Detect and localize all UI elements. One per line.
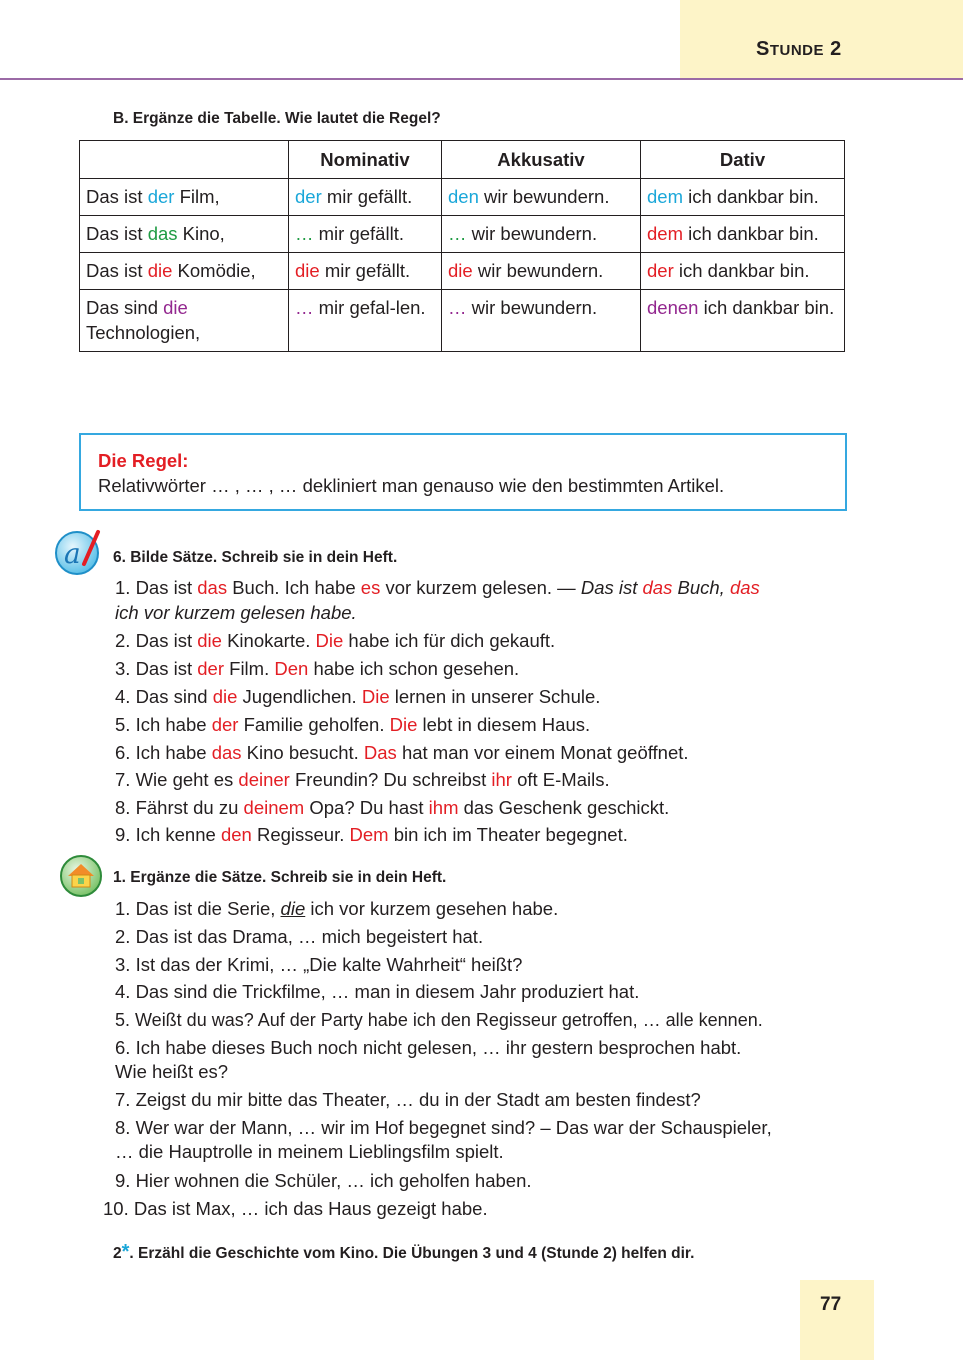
table-cell	[442, 216, 641, 253]
sentence-text: Kino besucht.	[241, 742, 364, 763]
article-highlight: denen	[647, 297, 699, 318]
writing-a-icon	[53, 528, 101, 576]
list-item	[115, 713, 590, 737]
cell-text: ich dankbar bin.	[673, 260, 810, 281]
article-highlight: der	[147, 186, 175, 207]
sentence-text: Freundin? Du schreibst	[289, 769, 492, 790]
article-highlight: dem	[647, 223, 683, 244]
blank-highlight: …	[448, 223, 467, 244]
highlight-word: das	[729, 577, 760, 598]
list-item: 7. Zeigst du mir bitte das Theater, … du in der Stadt am besten findest?	[115, 1089, 701, 1110]
list-item	[115, 897, 558, 921]
lesson-title-number: 2	[830, 38, 842, 60]
cell-text: wir bewundern.	[472, 260, 604, 281]
cell-text: Technologien,	[86, 322, 201, 343]
list-item	[115, 685, 600, 709]
article-highlight: dem	[647, 186, 683, 207]
sentence-text: 7. Wie geht es	[115, 769, 239, 790]
list-item	[115, 741, 689, 765]
cell-text: wir bewundern.	[478, 186, 610, 207]
svg-text:a: a	[64, 537, 81, 570]
section-b-instruction: B. Ergänze die Tabelle. Wie lautet die Regel?	[113, 110, 441, 127]
table-cell	[80, 216, 289, 253]
list-item: 10. Das ist Max, … ich das Haus gezeigt habe.	[103, 1198, 488, 1219]
list-item: 8. Wer war der Mann, … wir im Hof begegnet sind? – Das war der Schauspieler,	[115, 1117, 772, 1138]
sentence-text: 9. Ich kenne	[115, 824, 221, 845]
sentence-text: das Geschenk geschickt.	[458, 797, 670, 818]
highlight-word: Die	[389, 714, 418, 735]
cell-text: wir bewundern.	[466, 297, 598, 318]
sentence-text: 4. Das sind	[115, 686, 213, 707]
rule-text: Relativwörter … , … , … dekliniert man genauso wie den bestimmten Artikel.	[98, 475, 725, 496]
page-number: 77	[820, 1294, 842, 1315]
homework-2-instruction	[113, 1241, 694, 1264]
highlight-word: ihr	[491, 769, 512, 790]
highlight-word: deinem	[243, 797, 305, 818]
highlight-word: Dem	[349, 824, 389, 845]
blank-highlight: …	[448, 297, 467, 318]
page-number-tab	[800, 1280, 874, 1360]
highlight-word: Die	[361, 686, 390, 707]
sentence-text: bin ich im Theater begegnet.	[388, 824, 628, 845]
table-cell	[442, 179, 641, 216]
cell-text: Komödie,	[172, 260, 256, 281]
table-cell	[289, 179, 442, 216]
sentence-text: habe ich für dich gekauft.	[343, 630, 556, 651]
cell-text: mir gefällt.	[313, 223, 404, 244]
sentence-text: 8. Fährst du zu	[115, 797, 244, 818]
article-highlight: der	[647, 260, 674, 281]
sentence-text: oft E-Mails.	[511, 769, 610, 790]
table-cell	[289, 253, 442, 290]
sentence-text: lebt in diesem Haus.	[417, 714, 591, 735]
cell-text: mir gefällt.	[319, 260, 411, 281]
lesson-title-rest: TUNDE	[769, 42, 825, 59]
cell-text: ich dankbar bin.	[683, 223, 819, 244]
highlight-word: Die	[315, 630, 344, 651]
table-cell	[442, 290, 641, 352]
highlight-word: der	[211, 714, 239, 735]
sentence-text: vor kurzem gelesen. —	[380, 577, 581, 598]
sentence-text: 5. Ich habe	[115, 714, 212, 735]
highlight-word: der	[197, 658, 224, 679]
table-row	[80, 253, 845, 290]
list-item	[115, 768, 610, 792]
highlight-word: das	[211, 742, 242, 763]
highlight-word: die	[197, 630, 222, 651]
list-item-continued: … die Hauptrolle in meinem Lieblingsfilm spielt.	[115, 1141, 504, 1162]
blank-highlight: …	[295, 223, 314, 244]
example-text: Buch,	[672, 577, 730, 598]
table-cell	[289, 290, 442, 352]
sentence-text: hat man vor einem Monat geöffnet.	[396, 742, 689, 763]
blank-highlight: …	[295, 297, 314, 318]
table-cell	[641, 216, 845, 253]
list-item: 4. Das sind die Trickfilme, … man in diesem Jahr produziert hat.	[115, 981, 640, 1002]
exercise-6-instruction: 6. Bilde Sätze. Schreib sie in dein Heft.	[113, 549, 398, 566]
table-row	[80, 290, 845, 352]
article-highlight: die	[448, 260, 473, 281]
sentence-text: 6. Ich habe	[115, 742, 212, 763]
table-cell	[80, 253, 289, 290]
exercise-6-line-1-continued	[115, 601, 357, 625]
article-highlight: die	[295, 260, 320, 281]
declension-table	[79, 140, 845, 352]
sentence-text: Jugendlichen.	[237, 686, 362, 707]
sentence-text: habe ich schon gesehen.	[308, 658, 520, 679]
article-highlight: die	[163, 297, 188, 318]
table-cell	[289, 216, 442, 253]
sentence-text: Kinokarte.	[221, 630, 316, 651]
column-header: Akkusativ	[442, 141, 641, 179]
sentence-text: 1. Das ist die Serie,	[115, 898, 281, 919]
highlight-word: ihm	[428, 797, 459, 818]
example-answer: die	[280, 898, 306, 919]
cell-text: mir gefällt.	[321, 186, 413, 207]
highlight-word: die	[212, 686, 238, 707]
task-number: 2	[113, 1245, 122, 1262]
highlight-word: den	[220, 824, 252, 845]
homework-1-instruction: 1. Ergänze die Sätze. Schreib sie in dein Heft.	[113, 869, 447, 886]
lesson-title-initial: S	[756, 38, 770, 60]
sentence-text: 1. Das ist	[115, 577, 198, 598]
example-text: Das ist	[580, 577, 643, 598]
list-item: 9. Hier wohnen die Schüler, … ich geholfen haben.	[115, 1170, 532, 1191]
article-highlight: die	[147, 260, 173, 281]
list-item: 5. Weißt du was? Auf der Party habe ich den Regisseur getroffen, … alle kennen.	[115, 1010, 763, 1030]
table-row	[80, 216, 845, 253]
table-cell	[80, 179, 289, 216]
list-item	[115, 823, 628, 847]
home-icon	[59, 854, 103, 898]
cell-text: ich dankbar bin.	[698, 297, 835, 318]
table-cell	[641, 290, 845, 352]
sentence-text: Film.	[224, 658, 275, 679]
cell-text: wir bewundern.	[466, 223, 598, 244]
highlight-word: das	[197, 577, 228, 598]
header-rule	[0, 78, 963, 80]
table-cell	[80, 290, 289, 352]
sentence-text: Regisseur.	[251, 824, 350, 845]
rule-box	[79, 433, 847, 511]
lesson-title	[756, 38, 842, 61]
column-header: Nominativ	[289, 141, 442, 179]
list-item-continued: Wie heißt es?	[115, 1061, 229, 1082]
cell-text: Das ist	[86, 260, 148, 281]
sentence-text: lernen in unserer Schule.	[389, 686, 601, 707]
cell-text: mir gefal-len.	[313, 297, 426, 318]
list-item	[115, 629, 555, 653]
exercise-6-line-1	[115, 576, 760, 600]
task-text: . Erzähl die Geschichte vom Kino. Die Übungen 3 und 4 (Stunde 2) helfen dir.	[129, 1245, 695, 1262]
sentence-text: Familie geholfen.	[238, 714, 390, 735]
column-header	[80, 141, 289, 179]
cell-text: Kino,	[177, 223, 225, 244]
sentence-text: 2. Das ist	[115, 630, 198, 651]
list-item	[115, 657, 519, 681]
highlight-word: Den	[274, 658, 309, 679]
highlight-word: deiner	[238, 769, 290, 790]
cell-text: Das ist	[86, 223, 148, 244]
cell-text: Das sind	[86, 297, 164, 318]
table-row	[80, 179, 845, 216]
sentence-text: ich vor kurzem gesehen habe.	[305, 898, 559, 919]
star-icon: *	[121, 1241, 130, 1263]
cell-text: ich dankbar bin.	[683, 186, 819, 207]
table-header-row	[80, 141, 845, 179]
cell-text: Film,	[174, 186, 220, 207]
article-highlight: der	[295, 186, 322, 207]
sentence-text: Buch. Ich habe	[227, 577, 361, 598]
list-item: 3. Ist das der Krimi, … „Die kalte Wahrheit“ heißt?	[115, 954, 523, 975]
column-header: Dativ	[641, 141, 845, 179]
cell-text: Das ist	[86, 186, 148, 207]
list-item: 2. Das ist das Drama, … mich begeistert hat.	[115, 926, 484, 947]
highlight-word: es	[360, 577, 381, 598]
table-cell	[442, 253, 641, 290]
list-item	[115, 796, 669, 820]
highlight-word: Das	[363, 742, 397, 763]
table-cell	[641, 179, 845, 216]
list-item: 6. Ich habe dieses Buch noch nicht gelesen, … ihr gestern besprochen habt.	[115, 1037, 742, 1058]
article-highlight: den	[448, 186, 479, 207]
example-text: ich vor kurzem gelesen habe.	[115, 602, 357, 623]
highlight-word: das	[642, 577, 673, 598]
table-cell	[641, 253, 845, 290]
article-highlight: das	[147, 223, 178, 244]
sentence-text: Opa? Du hast	[304, 797, 429, 818]
rule-title: Die Regel:	[98, 450, 189, 471]
sentence-text: 3. Das ist	[115, 658, 198, 679]
